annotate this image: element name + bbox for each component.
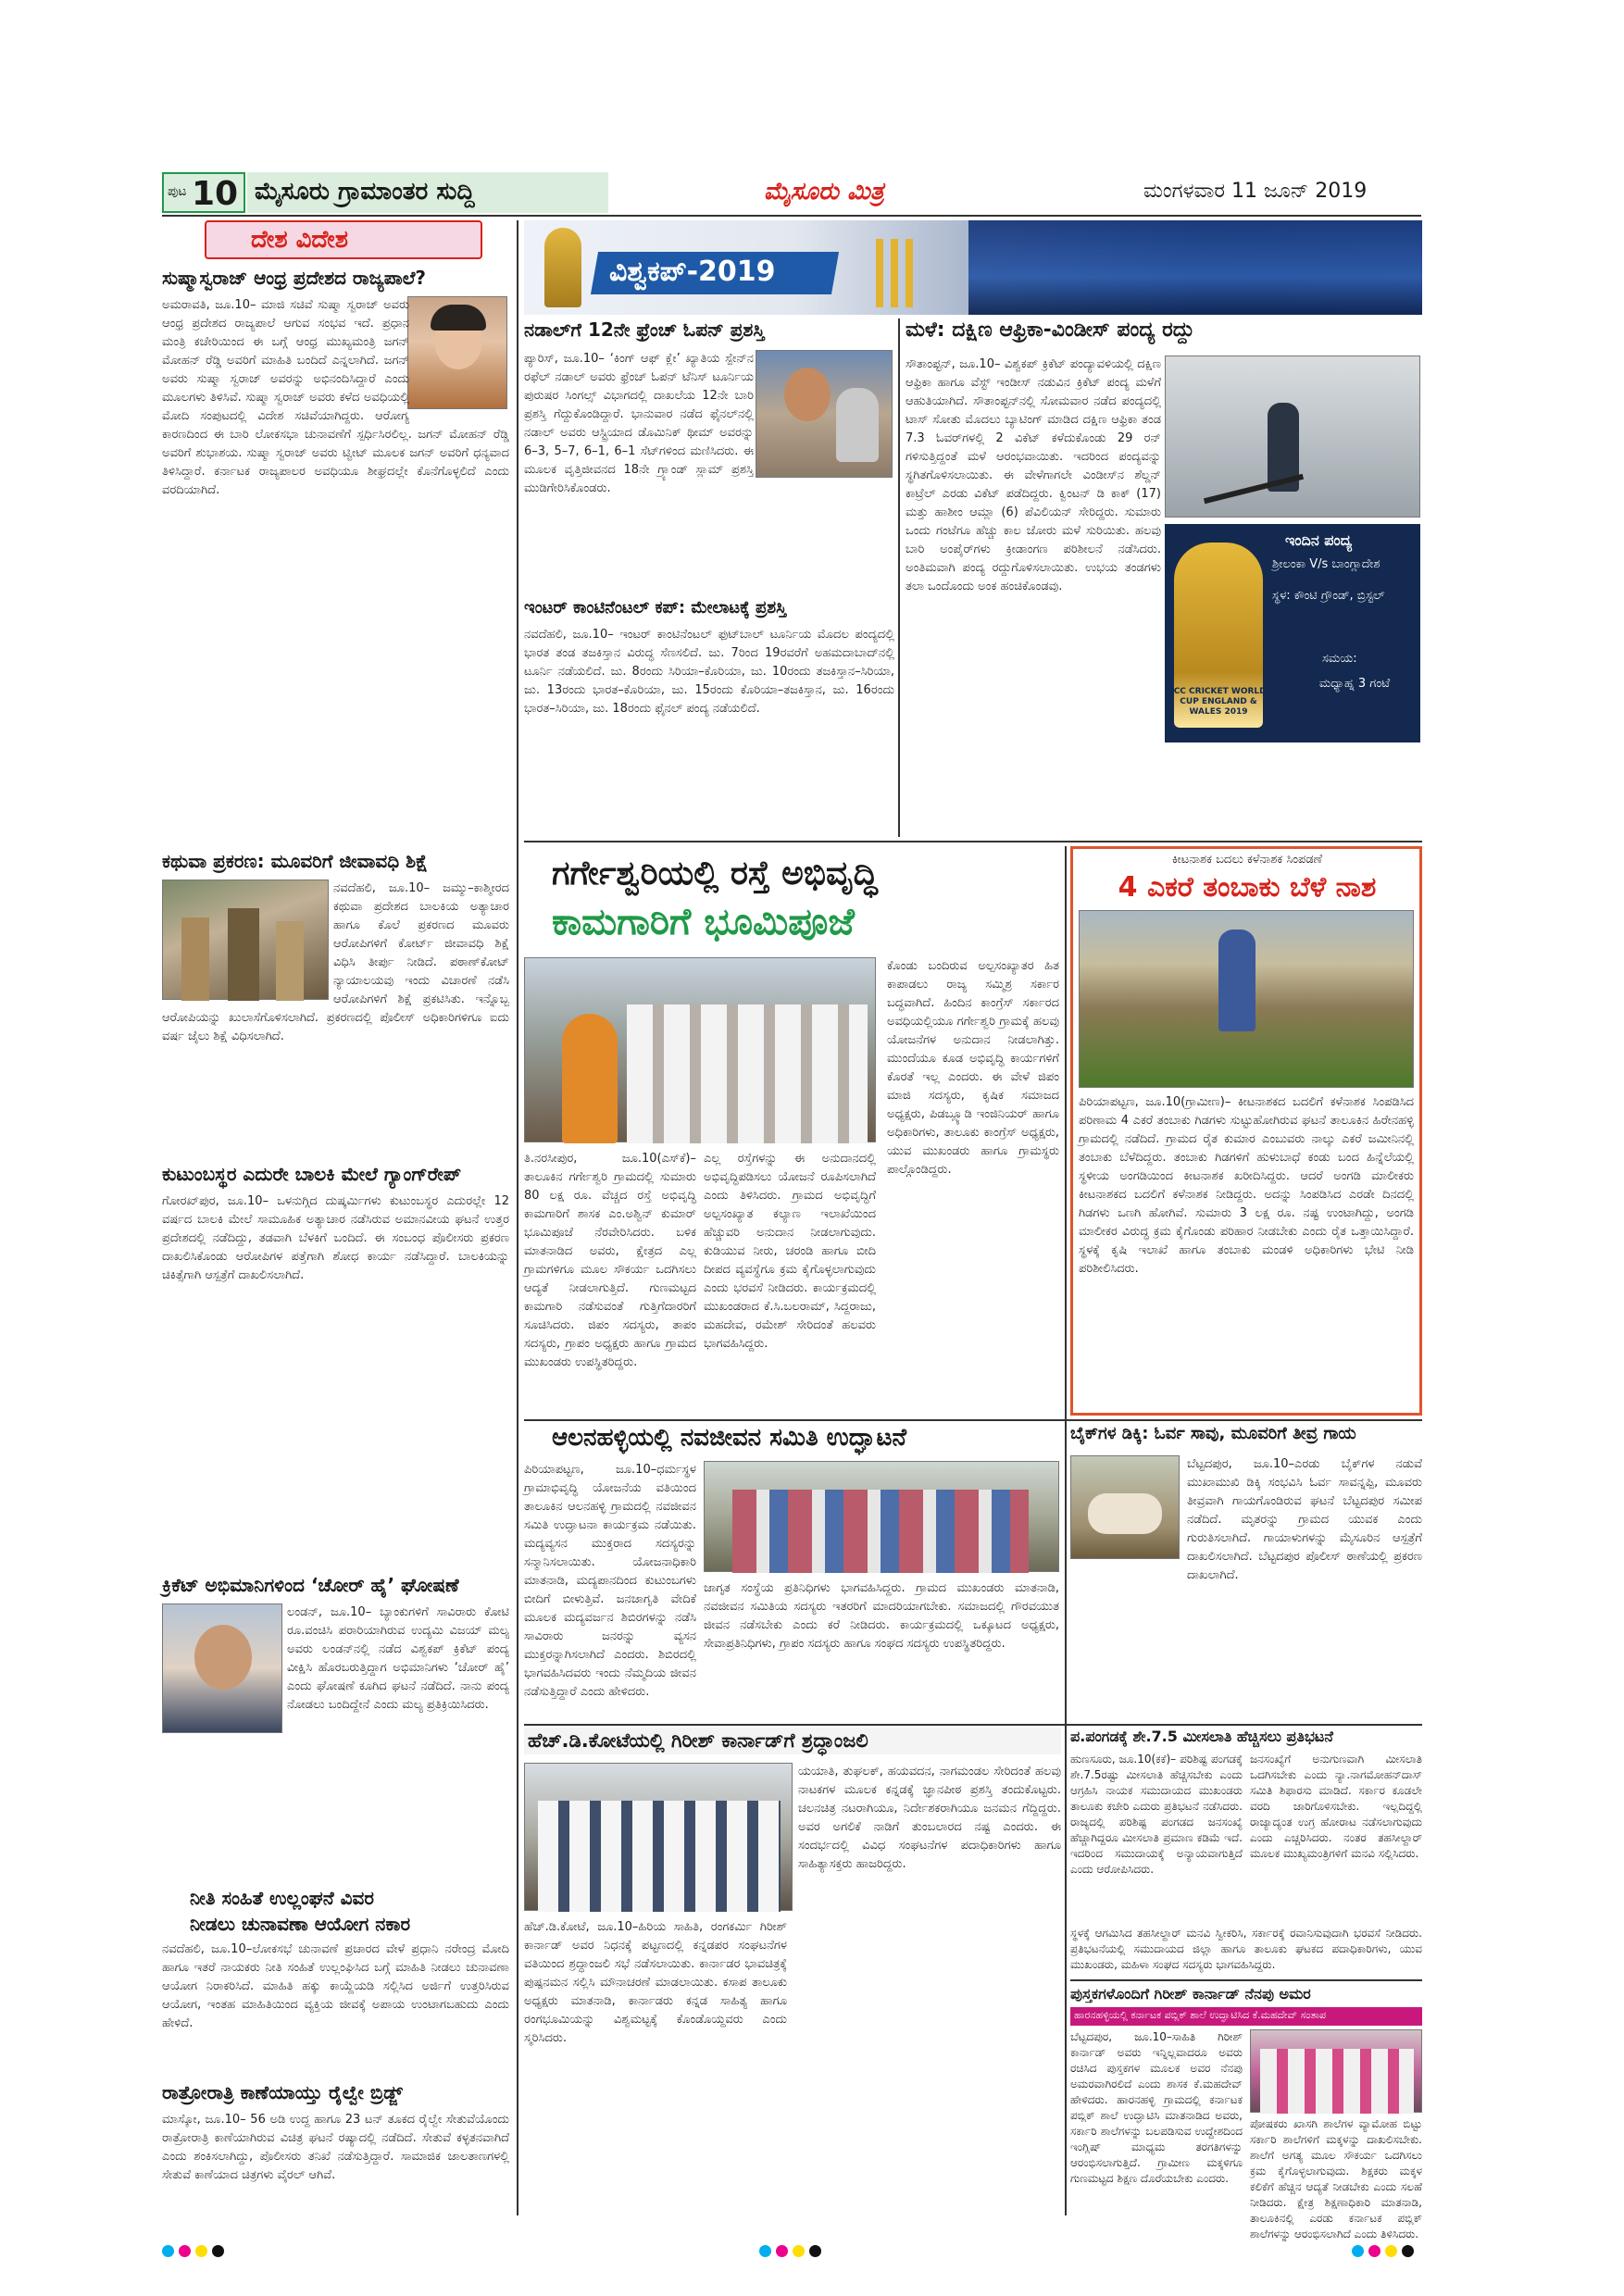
cricket-body: ಲಂಡನ್, ಜೂ.10– ಬ್ಯಾಂಕುಗಳಿಗೆ ಸಾವಿರಾರು ಕೋಟಿ ರೂ.ವಂಚಿಸಿ ಪರಾರಿಯಾಗಿರುವ ಉದ್ಯಮಿ ವಿಜಯ್ ಮಲ್ಯ ಅವರು ಲಂಡನ್‌ನಲ್ಲಿ ನಡೆದ ವಿಶ್ವಕಪ್ ಕ್ರಿಕೆಟ್ ಪಂದ್ಯ ವೀಕ್ಷಿಸಿ ಹೊರಬರುತ್ತಿದ್ದಾಗ ಅಭಿಮಾನಿಗಳು ‘ಚೋರ್ ಹೈ’ ಎಂದು ಘೋಷಣೆ ಕೂಗಿದ ಘಟನೆ ನಡೆದಿದೆ. ನಾನು ಪಂದ್ಯ ನೋಡಲು ಬಂದಿದ್ದೇನೆ ಎಂದು ಮಲ್ಯ ಪ್ರತಿಕ್ರಿಯಿಸಿದರು. (162, 1603, 509, 1881)
rain-photo (1165, 356, 1420, 518)
sushma-body-photo-spacer (409, 296, 509, 412)
reservation-body-right: ಸ್ಥಳಕ್ಕೆ ಆಗಮಿಸಿದ ತಹಸೀಲ್ದಾರ್ ಮನವಿ ಸ್ವೀಕರಿಸಿ, ಸರ್ಕಾರಕ್ಕೆ ರವಾನಿಸುವುದಾಗಿ ಭರವಸೆ ನೀಡಿದರು. ಪ್ರತಿಭಟನೆಯಲ್ಲಿ ಸಮುದಾಯದ ಜಿಲ್ಲಾ ಹಾಗೂ ತಾಲೂಕು ಘಟಕದ ಪದಾಧಿಕಾರಿಗಳು, ಯುವ ಮುಖಂಡರು, ಮಹಿಳಾ ಸಂಘದ ಸದಸ್ಯರು ಭಾಗವಹಿಸಿದ್ದರು. (1070, 1927, 1422, 1971)
reg-dot-cyan (162, 2245, 174, 2257)
section-rule-3 (524, 1724, 1422, 1726)
sushma-headline: ಸುಷ್ಮಾಸ್ವರಾಜ್ ಆಂಧ್ರ ಪ್ರದೇಶದ ರಾಜ್ಯಪಾಲೆ? (162, 267, 427, 289)
desha-videsha-title: ದೇಶ ವಿದೇಶ (251, 226, 348, 254)
nadal-body-photo-spacer (754, 350, 894, 481)
kutumba-body: ಗೋರಖ್‌ಪುರ, ಜೂ.10– ಒಳನುಗ್ಗಿದ ದುಷ್ಕರ್ಮಿಗಳು ಕುಟುಂಬಸ್ಥರ ಎದುರಲ್ಲೇ 12 ವರ್ಷದ ಬಾಲಕಿ ಮೇಲೆ ಸಾಮೂಹಿಕ ಅತ್ಯಾಚಾರ ನಡೆಸಿರುವ ಅಮಾನವೀಯ ಘಟನೆ ಉತ್ತರ ಪ್ರದೇಶದಲ್ಲಿ ನಡೆದಿದ್ದು, ತಡವಾಗಿ ಬೆಳಕಿಗೆ ಬಂದಿದೆ. ಈ ಸಂಬಂಧ ಪೊಲೀಸರು ಪ್ರಕರಣ ದಾಖಲಿಸಿಕೊಂಡು ಆರೋಪಿಗಳ ಪತ್ತೆಗಾಗಿ ಶೋಧ ಕಾರ್ಯ ನಡೆಸಿದ್ದಾರೆ. ಬಾಲಕಿಯನ್ನು ಚಿಕಿತ್ಸೆಗಾಗಿ ಆಸ್ಪತ್ರೆಗೆ ದಾಖಲಿಸಲಾಗಿದೆ. (162, 1194, 509, 1282)
kathua-headline: ಕಥುವಾ ಪ್ರಕರಣ: ಮೂವರಿಗೆ ಜೀವಾವಧಿ ಶಿಕ್ಷೆ (162, 850, 429, 872)
reservation-body-mid: ಜನಸಂಖ್ಯೆಗೆ ಅನುಗುಣವಾಗಿ ಮೀಸಲಾತಿ ಒದಗಿಸಬೇಕು ಎಂದು ನ್ಯಾ.ನಾಗಮೋಹನ್‌ದಾಸ್ ಸಮಿತಿ ಶಿಫಾರಸು ಮಾಡಿದೆ. ಸರ್ಕಾರ ಕೂಡಲೇ ವರದಿ ಜಾರಿಗೊಳಿಸಬೇಕು. ಇಲ್ಲದಿದ್ದಲ್ಲಿ ರಾಜ್ಯಾದ್ಯಂತ ಉಗ್ರ ಹೋರಾಟ ನಡೆಸಲಾಗುವುದು ಎಂದು ಎಚ್ಚರಿಸಿದರು. ನಂತರ ತಹಸೀಲ್ದಾರ್ ಮೂಲಕ ಮುಖ್ಯಮಂತ್ರಿಗಳಿಗೆ ಮನವಿ ಸಲ್ಲಿಸಿದರು. (1250, 1753, 1422, 1860)
cow-body: ಬೆಟ್ಟದಪುರ, ಜೂ.10–ಎರಡು ಬೈಕ್‌ಗಳ ನಡುವೆ ಮುಖಾಮುಖಿ ಡಿಕ್ಕಿ ಸಂಭವಿಸಿ ಓರ್ವ ಸಾವನ್ನಪ್ಪಿ, ಮೂವರು ತೀವ್ರವಾಗಿ ಗಾಯಗೊಂಡಿರುವ ಘಟನೆ ಬೆಟ್ಟದಪುರ ಸಮೀಪ ನಡೆದಿದೆ. ಮೃತರನ್ನು ಗ್ರಾಮದ ಯುವಕ ಎಂದು ಗುರುತಿಸಲಾಗಿದೆ. ಗಾಯಾಳುಗಳನ್ನು ಮೈಸೂರಿನ ಆಸ್ಪತ್ರೆಗೆ ದಾಖಲಿಸಲಾಗಿದೆ. ಬೆಟ್ಟದಪುರ ಪೊಲೀಸ್ ಠಾಣೆಯಲ್ಲಿ ಪ್ರಕರಣ ದಾಖಲಾಗಿದೆ. (1187, 1457, 1422, 1582)
tobacco-headline: 4 ಎಕರೆ ತಂಬಾಕು ಬೆಳೆ ನಾಶ (1118, 871, 1377, 904)
girish-body-left: ಬೆಟ್ಟದಪುರ, ಜೂ.10–ಸಾಹಿತಿ ಗಿರೀಶ್ ಕಾರ್ನಾಡ್ ಅವರು ಇನ್ನಿಲ್ಲವಾದರೂ ಅವರು ರಚಿಸಿದ ಪುಸ್ತಕಗಳ ಮೂಲಕ ಅವರ ನೆನಪು ಅಮರವಾಗಿರಲಿದೆ ಎಂದು ಶಾಸಕ ಕೆ.ಮಹದೇವ್ ಹೇಳಿದರು. ಹಾರನಹಳ್ಳಿ ಗ್ರಾಮದಲ್ಲಿ ಕರ್ನಾಟಕ ಪಬ್ಲಿಕ್ ಶಾಲೆ ಉದ್ಘಾಟಿಸಿ ಮಾತನಾಡಿದ ಅವರು, ಸರ್ಕಾರಿ ಶಾಲೆಗಳನ್ನು ಬಲಪಡಿಸುವ ಉದ್ದೇಶದಿಂದ ಇಂಗ್ಲಿಷ್ ಮಾಧ್ಯಮ ತರಗತಿಗಳನ್ನು ಆರಂಭಿಸಲಾಗುತ್ತಿದೆ. ಗ್ರಾಮೀಣ ಮಕ್ಕಳಿಗೂ ಗುಣಮಟ್ಟದ ಶಿಕ್ಷಣ ದೊರೆಯಬೇಕು ಎಂದರು. (1070, 2030, 1243, 2185)
today-match-title: ಇಂದಿನ ಪಂದ್ಯ (1285, 531, 1353, 549)
girish-photo (1250, 2029, 1422, 2113)
worldcup-banner (524, 220, 1422, 315)
kathua-body-photo-spacer (162, 880, 333, 1004)
hdkote-headline: ಹೆಚ್.ಡಿ.ಕೋಟೆಯಲ್ಲಿ ಗಿರೀಶ್ ಕಾರ್ನಾಡ್‌ಗೆ ಶ್ರದ್ಧಾಂಜಲಿ (524, 1728, 1061, 1754)
bridge-body: ಮಾಸ್ಕೋ, ಜೂ.10– 56 ಅಡಿ ಉದ್ದ ಹಾಗೂ 23 ಟನ್ ತೂಕದ ರೈಲ್ವೇ ಸೇತುವೆಯೊಂದು ರಾತ್ರೋರಾತ್ರಿ ಕಾಣೆಯಾಗಿರುವ ವಿಚಿತ್ರ ಘಟನೆ ರಷ್ಯಾದಲ್ಲಿ ನಡೆದಿದೆ. ಸೇತುವೆ ಕಳ್ಳತನವಾಗಿದೆ ಎಂದು ಶಂಕಿಸಲಾಗಿದ್ದು, ಪೊಲೀಸರು ತನಿಖೆ ನಡೆಸುತ್ತಿದ್ದಾರೆ. ಸಾಮಾಜಿಕ ಜಾಲತಾಣಗಳಲ್ಲಿ ಸೇತುವೆ ಕಾಣೆಯಾದ ಚಿತ್ರಗಳು ವೈರಲ್ ಆಗಿವೆ. (162, 2113, 509, 2182)
header-rule (162, 215, 1421, 217)
alanahalli-story (524, 1424, 1061, 1720)
today-match-time: ಮಧ್ಯಾಹ್ನ 3 ಗಂಟೆ (1318, 677, 1391, 691)
page-number: 10 (192, 175, 239, 213)
reg-dot-cyan (759, 2245, 771, 2257)
bridge-headline: ರಾತ್ರೋರಾತ್ರಿ ಕಾಣೆಯಾಯ್ತು ರೈಲ್ವೇ ಬ್ರಿಡ್ಜ್ (162, 2081, 403, 2103)
today-match-box (1165, 524, 1420, 742)
alanahalli-body-left: ಪಿರಿಯಾಪಟ್ಟಣ, ಜೂ.10–ಧರ್ಮಸ್ಥಳ ಗ್ರಾಮಾಭಿವೃದ್ಧಿ ಯೋಜನೆಯ ವತಿಯಿಂದ ತಾಲೂಕಿನ ಆಲನಹಳ್ಳಿ ಗ್ರಾಮದಲ್ಲಿ ನವಜೀವನ ಸಮಿತಿ ಉದ್ಘಾಟನಾ ಕಾರ್ಯಕ್ರಮ ನಡೆಯಿತು. ಮದ್ಯವ್ಯಸನ ಮುಕ್ತರಾದ ಸದಸ್ಯರನ್ನು ಸನ್ಮಾನಿಸಲಾಯಿತು. ಯೋಜನಾಧಿಕಾರಿ ಮಾತನಾಡಿ, ಮದ್ಯಪಾನದಿಂದ ಕುಟುಂಬಗಳು ಬೀದಿಗೆ ಬೀಳುತ್ತಿವೆ. ಜನಜಾಗೃತಿ ವೇದಿಕೆ ಮೂಲಕ ಮದ್ಯವರ್ಜನ ಶಿಬಿರಗಳನ್ನು ನಡೆಸಿ ಸಾವಿರಾರು ಜನರನ್ನು ವ್ಯಸನ ಮುಕ್ತರನ್ನಾಗಿಸಲಾಗಿದೆ ಎಂದರು. ಶಿಬಿರದಲ್ಲಿ ಭಾಗವಹಿಸಿದವರು ಇಂದು ನೆಮ್ಮದಿಯ ಜೀವನ ನಡೆಸುತ್ತಿದ್ದಾರೆ ಎಂದು ಹೇಳಿದರು. (524, 1463, 696, 1699)
rain-story (906, 318, 1422, 837)
today-match-teams: ಶ್ರೀಲಂಕಾ V/s ಬಾಂಗ್ಲಾದೇಶ (1272, 557, 1380, 571)
reg-dot-yellow (195, 2245, 207, 2257)
tobacco-photo (1079, 910, 1414, 1088)
girish-headline: ಪುಸ್ತಕಗಳೊಂದಿಗೆ ಗಿರೀಶ್ ಕಾರ್ನಾಡ್ ನೆನಪು ಅಮರ (1070, 1985, 1311, 2003)
hdkote-story (524, 1728, 1061, 2215)
road-body-mid: ಎಲ್ಲ ರಸ್ತೆಗಳನ್ನು ಈ ಅನುದಾನದಲ್ಲಿ ಅಭಿವೃದ್ಧಿಪಡಿಸಲು ಯೋಜನೆ ರೂಪಿಸಲಾಗಿದೆ ಎಂದು ತಿಳಿಸಿದರು. ಗ್ರಾಮದ ಅಭಿವೃದ್ಧಿಗೆ ಅಲ್ಪಸಂಖ್ಯಾತ ಕಲ್ಯಾಣ ಇಲಾಖೆಯಿಂದ ಹೆಚ್ಚುವರಿ ಅನುದಾನ ನೀಡಲಾಗುವುದು. ಕುಡಿಯುವ ನೀರು, ಚರಂಡಿ ಹಾಗೂ ಬೀದಿ ದೀಪದ ವ್ಯವಸ್ಥೆಗೂ ಕ್ರಮ ಕೈಗೊಳ್ಳಲಾಗುವುದು ಎಂದು ಭರವಸೆ ನೀಡಿದರು. ಕಾರ್ಯಕ್ರಮದಲ್ಲಿ ಮುಖಂಡರಾದ ಕೆ.ಸಿ.ಬಲರಾಮ್, ಸಿದ್ದರಾಜು, ಮಹದೇವ, ರಮೇಶ್ ಸೇರಿದಂತೆ ಹಲವರು ಭಾಗವಹಿಸಿದ್ದರು. (704, 1152, 876, 1351)
page-word: ಪುಟ (168, 184, 187, 199)
niti-body: ನವದೆಹಲಿ, ಜೂ.10–ಲೋಕಸಭೆ ಚುನಾವಣೆ ಪ್ರಚಾರದ ವೇಳೆ ಪ್ರಧಾನಿ ನರೇಂದ್ರ ಮೋದಿ ಹಾಗೂ ಇತರೆ ನಾಯಕರು ನೀತಿ ಸಂಹಿತೆ ಉಲ್ಲಂಘಿಸಿದ ಬಗ್ಗೆ ಮಾಹಿತಿ ನೀಡಲು ಚುನಾವಣಾ ಆಯೋಗ ನಿರಾಕರಿಸಿದೆ. ಮಾಹಿತಿ ಹಕ್ಕು ಕಾಯ್ದೆಯಡಿ ಸಲ್ಲಿಸಿದ ಅರ್ಜಿಗೆ ಉತ್ತರಿಸಿರುವ ಆಯೋಗ, ಇಂತಹ ಮಾಹಿತಿಯಿಂದ ವ್ಯಕ್ತಿಯ ಜೀವಕ್ಕೆ ಅಪಾಯ ಉಂಟಾಗಬಹುದು ಎಂದು ಹೇಳಿದೆ. (162, 1942, 509, 2030)
alanahalli-body-right: ಜಾಗೃತ ಸಂಸ್ಥೆಯ ಪ್ರತಿನಿಧಿಗಳು ಭಾಗವಹಿಸಿದ್ದರು. ಗ್ರಾಮದ ಮುಖಂಡರು ಮಾತನಾಡಿ, ನವಜೀವನ ಸಮಿತಿಯ ಸದಸ್ಯರು ಇತರರಿಗೆ ಮಾದರಿಯಾಗಬೇಕು. ಸಮಾಜದಲ್ಲಿ ಗೌರವಯುತ ಜೀವನ ನಡೆಸಬೇಕು ಎಂದು ಕರೆ ನೀಡಿದರು. ಕಾರ್ಯಕ್ರಮದಲ್ಲಿ ಒಕ್ಕೂಟದ ಅಧ್ಯಕ್ಷರು, ಸೇವಾಪ್ರತಿನಿಧಿಗಳು, ಗ್ರಾಪಂ ಸದಸ್ಯರು ಹಾಗೂ ಸಂಘದ ಸದಸ್ಯರು ಉಪಸ್ಥಿತರಿದ್ದರು. (704, 1581, 1059, 1651)
road-photo-priest (562, 1014, 618, 1143)
registration-marks-left (162, 2245, 236, 2260)
issue-date: ಮಂಗಳವಾರ 11 ಜೂನ್ 2019 (1143, 180, 1368, 203)
intercontinental-body: ನವದೆಹಲಿ, ಜೂ.10– ಇಂಟರ್ ಕಾಂಟಿನೆಂಟಲ್ ಫುಟ್‌ಬಾಲ್ ಟೂರ್ನಿಯ ಮೊದಲ ಪಂದ್ಯದಲ್ಲಿ ಭಾರತ ತಂಡ ತಜಕಿಸ್ತಾನ ವಿರುದ್ಧ ಸೆಣಸಲಿದೆ. ಜು. 7ರಿಂದ 19ರವರೆಗೆ ಅಹಮದಾಬಾದ್‌ನಲ್ಲಿ ಟೂರ್ನಿ ನಡೆಯಲಿದೆ. ಜು. 8ರಂದು ಸಿರಿಯಾ–ಕೊರಿಯಾ, ಜು. 10ರಂದು ತಜಕಿಸ್ತಾನ–ಸಿರಿಯಾ, ಜು. 13ರಂದು ಭಾರತ–ಕೊರಿಯಾ, ಜು. 15ರಂದು ಕೊರಿಯಾ–ತಜಕಿಸ್ತಾನ, ಜು. 16ರಂದು ಭಾರತ–ಸಿರಿಯಾ, ಜು. 18ರಂದು ಫೈನಲ್ ಪಂದ್ಯ ನಡೆಯಲಿದೆ. (524, 628, 894, 716)
reg-dot-magenta (1368, 2245, 1380, 2257)
rain-headline: ಮಳೆ: ದಕ್ಷಿಣ ಆಫ್ರಿಕಾ-ವಿಂಡೀಸ್ ಪಂದ್ಯ ರದ್ದು (906, 318, 1194, 342)
col-rule-2 (898, 318, 900, 837)
section-title: ಮೈಸೂರು ಗ್ರಾಮಾಂತರ ಸುದ್ದಿ (255, 178, 475, 206)
registration-marks-center (759, 2245, 833, 2260)
road-headline-2: ಕಾಮಗಾರಿಗೆ ಭೂಮಿಪೂಜೆ (552, 901, 855, 943)
rain-body: ಸೌತಾಂಪ್ಟನ್, ಜೂ.10– ವಿಶ್ವಕಪ್ ಕ್ರಿಕೆಟ್ ಪಂದ್ಯಾವಳಿಯಲ್ಲಿ ದಕ್ಷಿಣ ಆಫ್ರಿಕಾ ಹಾಗೂ ವೆಸ್ಟ್ ಇಂಡೀಸ್ ನಡುವಿನ ಕ್ರಿಕೆಟ್ ಪಂದ್ಯ ಮಳೆಗೆ ಆಹುತಿಯಾಗಿದೆ. ಸೌತಾಂಪ್ಟನ್‌ನಲ್ಲಿ ಸೋಮವಾರ ನಡೆದ ಪಂದ್ಯದಲ್ಲಿ ಟಾಸ್ ಸೋತು ಮೊದಲು ಬ್ಯಾಟಿಂಗ್ ಮಾಡಿದ ದಕ್ಷಿಣ ಆಫ್ರಿಕಾ ತಂಡ 7.3 ಓವರ್‌ಗಳಲ್ಲಿ 2 ವಿಕೆಟ್ ಕಳೆದುಕೊಂಡು 29 ರನ್ ಗಳಿಸುತ್ತಿದ್ದಂತೆ ಮಳೆ ಆರಂಭವಾಯಿತು. ಇದರಿಂದ ಪಂದ್ಯವನ್ನು ಸ್ಥಗಿತಗೊಳಿಸಲಾಯಿತು. ಈ ವೇಳೆಗಾಗಲೇ ವಿಂಡೀಸ್‌ನ ಶೆಲ್ಡನ್ ಕಾಟ್ರೆಲ್ ಎರಡು ವಿಕೆಟ್ ಪಡೆದಿದ್ದರು. ಕ್ವಿಂಟನ್ ಡಿ ಕಾಕ್ (17) ಮತ್ತು ಹಾಶೀಂ ಆಮ್ಲಾ (6) ಪೆವಿಲಿಯನ್ ಸೇರಿದ್ದರು. ಸುಮಾರು ಒಂದು ಗಂಟೆಗೂ ಹೆಚ್ಚು ಕಾಲ ಜೋರು ಮಳೆ ಸುರಿಯಿತು. ಹಲವು ಬಾರಿ ಅಂಪೈರ್‌ಗಳು ಕ್ರೀಡಾಂಗಣ ಪರಿಶೀಲನೆ ನಡೆಸಿದರು. ಅಂತಿಮವಾಗಿ ಪಂದ್ಯ ರದ್ದುಗೊಳಿಸಲಾಯಿತು. ಉಭಯ ತಂಡಗಳು ತಲಾ ಒಂದೊಂದು ಅಂಕ ಹಂಚಿಕೊಂಡವು. (906, 357, 1161, 593)
reg-dot-yellow (1385, 2245, 1397, 2257)
girish-subhead-box (1070, 2007, 1422, 2026)
road-photo-main (524, 957, 876, 1142)
road-photo-crowd (627, 1004, 868, 1143)
kutumba-headline: ಕುಟುಂಬಸ್ಥರ ಎದುರೇ ಬಾಲಕಿ ಮೇಲೆ ಗ್ಯಾಂಗ್‌ರೇಪ್ (162, 1163, 462, 1185)
reservation-headline: ಪ.ಪಂಗಡಕ್ಕೆ ಶೇ.7.5 ಮೀಸಲಾತಿ ಹೆಚ್ಚಿಸಲು ಪ್ರತಿಭಟನೆ (1070, 1728, 1333, 1745)
desha-videsha-column (162, 220, 509, 2123)
reg-dot-yellow (793, 2245, 805, 2257)
section-rule-2 (524, 1419, 1422, 1421)
cricket-headline: ಕ್ರಿಕೆಟ್ ಅಭಿಮಾನಿಗಳಿಂದ ‘ಚೋರ್ ಹೈ’ ಘೋಷಣೆ (162, 1574, 459, 1596)
road-body-left: ತಿ.ನರಸೀಪುರ, ಜೂ.10(ಎಸ್‌ಕೆ)– ತಾಲೂಕಿನ ಗರ್ಗೇಶ್ವರಿ ಗ್ರಾಮದಲ್ಲಿ ಸುಮಾರು 80 ಲಕ್ಷ ರೂ. ವೆಚ್ಚದ ರಸ್ತೆ ಅಭಿವೃದ್ಧಿ ಕಾಮಗಾರಿಗೆ ಶಾಸಕ ಎಂ.ಅಶ್ವಿನ್ ಕುಮಾರ್ ಭೂಮಿಪೂಜೆ ನೆರವೇರಿಸಿದರು. ಬಳಿಕ ಮಾತನಾಡಿದ ಅವರು, ಕ್ಷೇತ್ರದ ಎಲ್ಲ ಗ್ರಾಮಗಳಿಗೂ ಮೂಲ ಸೌಕರ್ಯ ಒದಗಿಸಲು ಆದ್ಯತೆ ನೀಡಲಾಗುತ್ತಿದೆ. ಗುಣಮಟ್ಟದ ಕಾಮಗಾರಿ ನಡೆಸುವಂತೆ ಗುತ್ತಿಗೆದಾರರಿಗೆ ಸೂಚಿಸಿದರು. ಜಿಪಂ ಸದಸ್ಯರು, ತಾಪಂ ಸದಸ್ಯರು, ಗ್ರಾಪಂ ಅಧ್ಯಕ್ಷರು ಹಾಗೂ ಗ್ರಾಮದ ಮುಖಂಡರು ಉಪಸ್ಥಿತರಿದ್ದರು. (524, 1152, 696, 1369)
col-rule-3 (1065, 846, 1067, 2215)
intercontinental-headline: ಇಂಟರ್ ಕಾಂಟಿನೆಂಟಲ್ ಕಪ್: ಮೇಲಾಟಕ್ಕೆ ಪ್ರಶಸ್ತಿ (524, 598, 787, 618)
reg-dot-black (809, 2245, 821, 2257)
girish-subhead: ಹಾರನಹಳ್ಳಿಯಲ್ಲಿ ಕರ್ನಾಟಕ ಪಬ್ಲಿಕ್ ಶಾಲೆ ಉದ್ಘಾಟಿಸಿದ ಕೆ.ಮಹದೇವ್ ಸಂತಾಪ (1074, 2009, 1327, 2021)
page-label-box (162, 172, 245, 213)
cow-photo-animal (1088, 1493, 1162, 1534)
nadal-body: ಪ್ಯಾರಿಸ್, ಜೂ.10– ‘ಕಿಂಗ್ ಆಫ್ ಕ್ಲೇ’ ಖ್ಯಾತಿಯ ಸ್ಪೇನ್‌ನ ರಫೆಲ್ ನಡಾಲ್ ಅವರು ಫ್ರೆಂಚ್ ಓಪನ್ ಟೆನಿಸ್ ಟೂರ್ನಿಯ ಪುರುಷರ ಸಿಂಗಲ್ಸ್ ವಿಭಾಗದಲ್ಲಿ ದಾಖಲೆಯ 12ನೇ ಬಾರಿ ಪ್ರಶಸ್ತಿ ಗೆದ್ದುಕೊಂಡಿದ್ದಾರೆ. ಭಾನುವಾರ ನಡೆದ ಫೈನಲ್‌ನಲ್ಲಿ ನಡಾಲ್ ಅವರು ಆಸ್ಟ್ರಿಯಾದ ಡೊಮಿನಿಕ್ ಥೀಮ್ ಅವರನ್ನು 6–3, 5–7, 6–1, 6–1 ಸೆಟ್‌ಗಳಿಂದ ಮಣಿಸಿದರು. ಈ ಮೂಲಕ ವೃತ್ತಿಜೀವನದ 18ನೇ ಗ್ರ್ಯಾಂಡ್ ಸ್ಲಾಮ್ ಪ್ರಶಸ್ತಿ ಮುಡಿಗೇರಿಸಿಕೊಂಡರು. (524, 350, 894, 591)
header-bar (162, 172, 1421, 213)
worldcup-title: ವಿಶ್ವಕಪ್-2019 (609, 256, 776, 288)
cow-headline: ಬೈಕ್‌ಗಳ ಡಿಕ್ಕಿ: ಓರ್ವ ಸಾವು, ಮೂವರಿಗೆ ತೀವ್ರ ಗಾಯ (1070, 1424, 1356, 1443)
hdkote-body-right: ಯಯಾತಿ, ತುಘಲಕ್, ಹಯವದನ, ನಾಗಮಂಡಲ ಸೇರಿದಂತೆ ಹಲವು ನಾಟಕಗಳ ಮೂಲಕ ಕನ್ನಡಕ್ಕೆ ಜ್ಞಾನಪೀಠ ಪ್ರಶಸ್ತಿ ತಂದುಕೊಟ್ಟರು. ಚಲನಚಿತ್ರ ನಟರಾಗಿಯೂ, ನಿರ್ದೇಶಕರಾಗಿಯೂ ಜನಮನ ಗೆದ್ದಿದ್ದರು. ಅವರ ಅಗಲಿಕೆ ನಾಡಿಗೆ ತುಂಬಲಾರದ ನಷ್ಟ ಎಂದರು. ಈ ಸಂದರ್ಭದಲ್ಲಿ ವಿವಿಧ ಸಂಘಟನೆಗಳ ಪದಾಧಿಕಾರಿಗಳು ಹಾಗೂ ಸಾಹಿತ್ಯಾಸಕ್ತರು ಹಾಜರಿದ್ದರು. (798, 1765, 1061, 1871)
worldcup-stumps-icon (876, 239, 918, 307)
reg-dot-cyan (1352, 2245, 1364, 2257)
alanahalli-headline: ಆಲನಹಳ್ಳಿಯಲ್ಲಿ ನವಜೀವನ ಸಮಿತಿ ಉದ್ಘಾಟನೆ (552, 1424, 907, 1452)
section-rule-1 (524, 841, 1422, 842)
reg-dot-black (1402, 2245, 1414, 2257)
cow-photo (1070, 1455, 1180, 1559)
girish-photo-people (1260, 2049, 1414, 2114)
section-box (247, 172, 608, 213)
road-body-right: ಕೊಂಡು ಬಂದಿರುವ ಅಲ್ಪಸಂಖ್ಯಾತರ ಹಿತ ಕಾಪಾಡಲು ರಾಜ್ಯ ಸಮ್ಮಿಶ್ರ ಸರ್ಕಾರ ಬದ್ಧವಾಗಿದೆ. ಹಿಂದಿನ ಕಾಂಗ್ರೆಸ್ ಸರ್ಕಾರದ ಅವಧಿಯಲ್ಲಿಯೂ ಗರ್ಗೇಶ್ವರಿ ಗ್ರಾಮಕ್ಕೆ ಹಲವು ಯೋಜನೆಗಳ ಅನುದಾನ ನೀಡಲಾಗಿತ್ತು. ಮುಂದೆಯೂ ಕೂಡ ಅಭಿವೃದ್ಧಿ ಕಾರ್ಯಗಳಿಗೆ ಕೊರತೆ ಇಲ್ಲ ಎಂದರು. ಈ ವೇಳೆ ಜಿಪಂ ಮಾಜಿ ಸದಸ್ಯರು, ಕೃಷಿಕ ಸಮಾಜದ ಅಧ್ಯಕ್ಷರು, ಪಿಡಬ್ಲ್ಯೂಡಿ ಇಂಜಿನಿಯರ್ ಹಾಗೂ ಅಧಿಕಾರಿಗಳು, ತಾಲೂಕು ಕಾಂಗ್ರೆಸ್ ಅಧ್ಯಕ್ಷರು, ಯುವ ಮುಖಂಡರು ಹಾಗೂ ಗ್ರಾಮಸ್ಥರು ಪಾಲ್ಗೊಂಡಿದ್ದರು. (887, 959, 1059, 1177)
road-story (524, 846, 1061, 1416)
worldcup-trophy-icon (544, 228, 581, 307)
desha-videsha-banner (205, 220, 482, 259)
girish-body-mid: ಪೋಷಕರು ಖಾಸಗಿ ಶಾಲೆಗಳ ವ್ಯಾಮೋಹ ಬಿಟ್ಟು ಸರ್ಕಾರಿ ಶಾಲೆಗಳಿಗೆ ಮಕ್ಕಳನ್ನು ದಾಖಲಿಸಬೇಕು. ಶಾಲೆಗೆ ಅಗತ್ಯ ಮೂಲ ಸೌಕರ್ಯ ಒದಗಿಸಲು ಕ್ರಮ ಕೈಗೊಳ್ಳಲಾಗುವುದು. ಶಿಕ್ಷಕರು ಮಕ್ಕಳ ಕಲಿಕೆಗೆ ಹೆಚ್ಚಿನ ಆದ್ಯತೆ ನೀಡಬೇಕು ಎಂದು ಸಲಹೆ ನೀಡಿದರು. ಕ್ಷೇತ್ರ ಶಿಕ್ಷಣಾಧಿಕಾರಿ ಮಾತನಾಡಿ, ತಾಲೂಕಿನಲ್ಲಿ ಎರಡು ಕರ್ನಾಟಕ ಪಬ್ಲಿಕ್ ಶಾಲೆಗಳನ್ನು ಆರಂಭಿಸಲಾಗಿದೆ ಎಂದು ತಿಳಿಸಿದರು. (1250, 2117, 1422, 2240)
col-rule-1 (517, 220, 518, 2215)
nadal-story (524, 318, 894, 837)
tobacco-kicker: ಕೀಟನಾಶಕ ಬದಲು ಕಳೆನಾಶಕ ಸಿಂಪಡಣೆ (1171, 853, 1323, 867)
niti-headline-1: ನೀತಿ ಸಂಹಿತೆ ಉಲ್ಲಂಘನೆ ವಿವರ (190, 1887, 374, 1909)
road-headline-1: ಗರ್ಗೇಶ್ವರಿಯಲ್ಲಿ ರಸ್ತೆ ಅಭಿವೃದ್ಧಿ (552, 855, 878, 892)
reg-dot-magenta (776, 2245, 788, 2257)
alanahalli-photo (704, 1461, 1059, 1572)
worldcup-team-photo (968, 220, 1422, 315)
today-match-time-label: ಸಮಯ: (1322, 652, 1357, 666)
sushma-body: ಅಮರಾವತಿ, ಜೂ.10– ಮಾಜಿ ಸಚಿವೆ ಸುಷ್ಮಾ ಸ್ವರಾಜ್ ಅವರು ಆಂಧ್ರ ಪ್ರದೇಶದ ರಾಜ್ಯಪಾಲೆ ಆಗುವ ಸಂಭವ ಇದೆ. ಪ್ರಧಾನ ಮಂತ್ರಿ ಕಚೇರಿಯಿಂದ ಈ ಬಗ್ಗೆ ಆಂಧ್ರ ಮುಖ್ಯಮಂತ್ರಿ ಜಗನ್ ಮೋಹನ್ ರೆಡ್ಡಿ ಅವರಿಗೆ ಮಾಹಿತಿ ಬಂದಿದೆ ಎನ್ನಲಾಗಿದೆ. ಜಗನ್ ಅವರು ಸುಷ್ಮಾ ಸ್ವರಾಜ್ ಅವರನ್ನು ಅಭಿನಂದಿಸಿದ್ದಾರೆ ಎಂದು ಮೂಲಗಳು ತಿಳಿಸಿವೆ. ಸುಷ್ಮಾ ಸ್ವರಾಜ್ ಅವರು ಕಳೆದ ಅವಧಿಯಲ್ಲಿ ಮೋದಿ ಸಂಪುಟದಲ್ಲಿ ವಿದೇಶ ಸಚಿವೆಯಾಗಿದ್ದರು. ಆರೋಗ್ಯ ಕಾರಣದಿಂದ ಈ ಬಾರಿ ಲೋಕಸಭಾ ಚುನಾವಣೆಗೆ ಸ್ಪರ್ಧಿಸಿರಲಿಲ್ಲ. ಜಗನ್ ಮೋಹನ್ ರೆಡ್ಡಿ ಅವರಿಗೆ ಶುಭಾಶಯ. ಸುಷ್ಮಾ ಸ್ವರಾಜ್ ಅವರು ಟ್ವೀಟ್ ಮೂಲಕ ಜಗನ್ ಅವರಿಗೆ ಧನ್ಯವಾದ ತಿಳಿಸಿದ್ದಾರೆ. ಕರ್ನಾಟಕ ರಾಜ್ಯಪಾಲರ ಅವಧಿಯೂ ಶೀಘ್ರದಲ್ಲೇ ಕೊನೆಗೊಳ್ಳಲಿದೆ ಎಂದು ವರದಿಯಾಗಿದೆ. (162, 298, 509, 497)
hdkote-photo-group (538, 1801, 781, 1912)
kathua-body: ನವದೆಹಲಿ, ಜೂ.10– ಜಮ್ಮು–ಕಾಶ್ಮೀರದ ಕಥುವಾ ಪ್ರದೇಶದ ಬಾಲಕಿಯ ಅತ್ಯಾಚಾರ ಹಾಗೂ ಕೊಲೆ ಪ್ರಕರಣದ ಮೂವರು ಆರೋಪಿಗಳಿಗೆ ಕೋರ್ಟ್ ಜೀವಾವಧಿ ಶಿಕ್ಷೆ ವಿಧಿಸಿ ತೀರ್ಪು ನೀಡಿದೆ. ಪಠಾಣ್‌ಕೋಟ್ ನ್ಯಾಯಾಲಯವು ಇಂದು ವಿಚಾರಣೆ ನಡೆಸಿ ಆರೋಪಿಗಳಿಗೆ ಶಿಕ್ಷೆ ಪ್ರಕಟಿಸಿತು. ಇನ್ನೊಬ್ಬ ಆರೋಪಿಯನ್ನು ಖುಲಾಸೆಗೊಳಿಸಲಾಗಿದೆ. ಪ್ರಕರಣದಲ್ಲಿ ಪೊಲೀಸ್ ಅಧಿಕಾರಿಗಳಿಗೂ ಐದು ವರ್ಷ ಜೈಲು ಶಿಕ್ಷೆ ವಿಧಿಸಲಾಗಿದೆ. (162, 881, 509, 1043)
reservation-body-left: ಹುಣಸೂರು, ಜೂ.10(ಕಕೆ)– ಪರಿಶಿಷ್ಟ ಪಂಗಡಕ್ಕೆ ಶೇ.7.5ರಷ್ಟು ಮೀಸಲಾತಿ ಹೆಚ್ಚಿಸಬೇಕು ಎಂದು ಆಗ್ರಹಿಸಿ ನಾಯಕ ಸಮುದಾಯದ ಮುಖಂಡರು ತಾಲೂಕು ಕಚೇರಿ ಎದುರು ಪ್ರತಿಭಟನೆ ನಡೆಸಿದರು. ರಾಜ್ಯದಲ್ಲಿ ಪರಿಶಿಷ್ಟ ಪಂಗಡದ ಜನಸಂಖ್ಯೆ ಹೆಚ್ಚಾಗಿದ್ದರೂ ಮೀಸಲಾತಿ ಪ್ರಮಾಣ ಕಡಿಮೆ ಇದೆ. ಇದರಿಂದ ಸಮುದಾಯಕ್ಕೆ ಅನ್ಯಾಯವಾಗುತ್ತಿದೆ ಎಂದು ಆರೋಪಿಸಿದರು. (1070, 1753, 1243, 1876)
tobacco-photo-farmer (1218, 930, 1255, 1031)
cow-story (1070, 1424, 1422, 1720)
girish-top-rule (1070, 1979, 1422, 1981)
today-match-venue: ಸ್ಥಳ: ಕೌಂಟಿ ಗ್ರೌಂಡ್, ಬ್ರಿಸ್ಟಲ್ (1272, 589, 1385, 603)
girish-story (1070, 1728, 1422, 2240)
niti-headline-2: ನೀಡಲು ಚುನಾವಣಾ ಆಯೋಗ ನಕಾರ (190, 1913, 411, 1935)
reg-dot-magenta (179, 2245, 191, 2257)
registration-marks-right (1352, 2245, 1426, 2260)
reg-dot-black (212, 2245, 224, 2257)
cricket-body-photo-spacer (162, 1603, 287, 1738)
worldcup-logo-text: ICC CRICKET WORLD CUP ENGLAND & WALES 2019 (1170, 687, 1267, 717)
nadal-headline: ನಡಾಲ್‌ಗೆ 12ನೇ ಫ್ರೆಂಚ್ ಓಪನ್ ಪ್ರಶಸ್ತಿ (524, 318, 765, 341)
hdkote-body-left: ಹೆಚ್.ಡಿ.ಕೋಟೆ, ಜೂ.10–ಹಿರಿಯ ಸಾಹಿತಿ, ರಂಗಕರ್ಮಿ ಗಿರೀಶ್ ಕಾರ್ನಾಡ್ ಅವರ ನಿಧನಕ್ಕೆ ಪಟ್ಟಣದಲ್ಲಿ ಕನ್ನಡಪರ ಸಂಘಟನೆಗಳ ವತಿಯಿಂದ ಶ್ರದ್ಧಾಂಜಲಿ ಸಭೆ ನಡೆಸಲಾಯಿತು. ಕಾರ್ನಾಡರ ಭಾವಚಿತ್ರಕ್ಕೆ ಪುಷ್ಪನಮನ ಸಲ್ಲಿಸಿ ಮೌನಾಚರಣೆ ಮಾಡಲಾಯಿತು. ಕಸಾಪ ತಾಲೂಕು ಅಧ್ಯಕ್ಷರು ಮಾತನಾಡಿ, ಕಾರ್ನಾಡರು ಕನ್ನಡ ಸಾಹಿತ್ಯ ಹಾಗೂ ರಂಗಭೂಮಿಯನ್ನು ವಿಶ್ವಮಟ್ಟಕ್ಕೆ ಕೊಂಡೊಯ್ದವರು ಎಂದು ಸ್ಮರಿಸಿದರು. (524, 1920, 787, 2045)
alanahalli-photo-people (732, 1490, 1029, 1573)
masthead: ಮೈಸೂರು ಮಿತ್ರ (764, 178, 884, 206)
tobacco-body: ಪಿರಿಯಾಪಟ್ಟಣ, ಜೂ.10(ಗ್ರಾಮೀಣ)– ಕೀಟನಾಶಕದ ಬದಲಿಗೆ ಕಳೆನಾಶಕ ಸಿಂಪಡಿಸಿದ ಪರಿಣಾಮ 4 ಎಕರೆ ತಂಬಾಕು ಗಿಡಗಳು ಸುಟ್ಟುಹೋಗಿರುವ ಘಟನೆ ತಾಲೂಕಿನ ಹಿರೇನಹಳ್ಳಿ ಗ್ರಾಮದಲ್ಲಿ ನಡೆದಿದೆ. ಗ್ರಾಮದ ರೈತ ಕುಮಾರ ಎಂಬುವರು ನಾಲ್ಕು ಎಕರೆ ಜಮೀನಿನಲ್ಲಿ ತಂಬಾಕು ಬೆಳೆದಿದ್ದರು. ತಂಬಾಕು ಗಿಡಗಳಿಗೆ ಹುಳುಬಾಧೆ ಕಂಡು ಬಂದ ಹಿನ್ನೆಲೆಯಲ್ಲಿ ಸ್ಥಳೀಯ ಅಂಗಡಿಯಿಂದ ಕೀಟನಾಶಕ ಖರೀದಿಸಿದ್ದರು. ಆದರೆ ಅಂಗಡಿ ಮಾಲೀಕರು ಕೀಟನಾಶಕದ ಬದಲಿಗೆ ಕಳೆನಾಶಕ ನೀಡಿದ್ದರು. ಅದನ್ನು ಸಿಂಪಡಿಸಿದ ಎರಡೇ ದಿನದಲ್ಲಿ ಗಿಡಗಳು ಒಣಗಿ ಹೋಗಿವೆ. ಸುಮಾರು 3 ಲಕ್ಷ ರೂ. ನಷ್ಟ ಉಂಟಾಗಿದ್ದು, ಅಂಗಡಿ ಮಾಲೀಕರ ವಿರುದ್ಧ ಕ್ರಮ ಕೈಗೊಂಡು ಪರಿಹಾರ ನೀಡಬೇಕು ಎಂದು ರೈತ ಒತ್ತಾಯಿಸಿದ್ದಾರೆ. ಸ್ಥಳಕ್ಕೆ ಕೃಷಿ ಇಲಾಖೆ ಹಾಗೂ ತಂಬಾಕು ಮಂಡಳಿ ಅಧಿಕಾರಿಗಳು ಭೇಟಿ ನೀಡಿ ಪರಿಶೀಲಿಸಿದರು. (1079, 1095, 1414, 1276)
tobacco-story (1070, 846, 1422, 1416)
hdkote-photo (524, 1763, 793, 1911)
